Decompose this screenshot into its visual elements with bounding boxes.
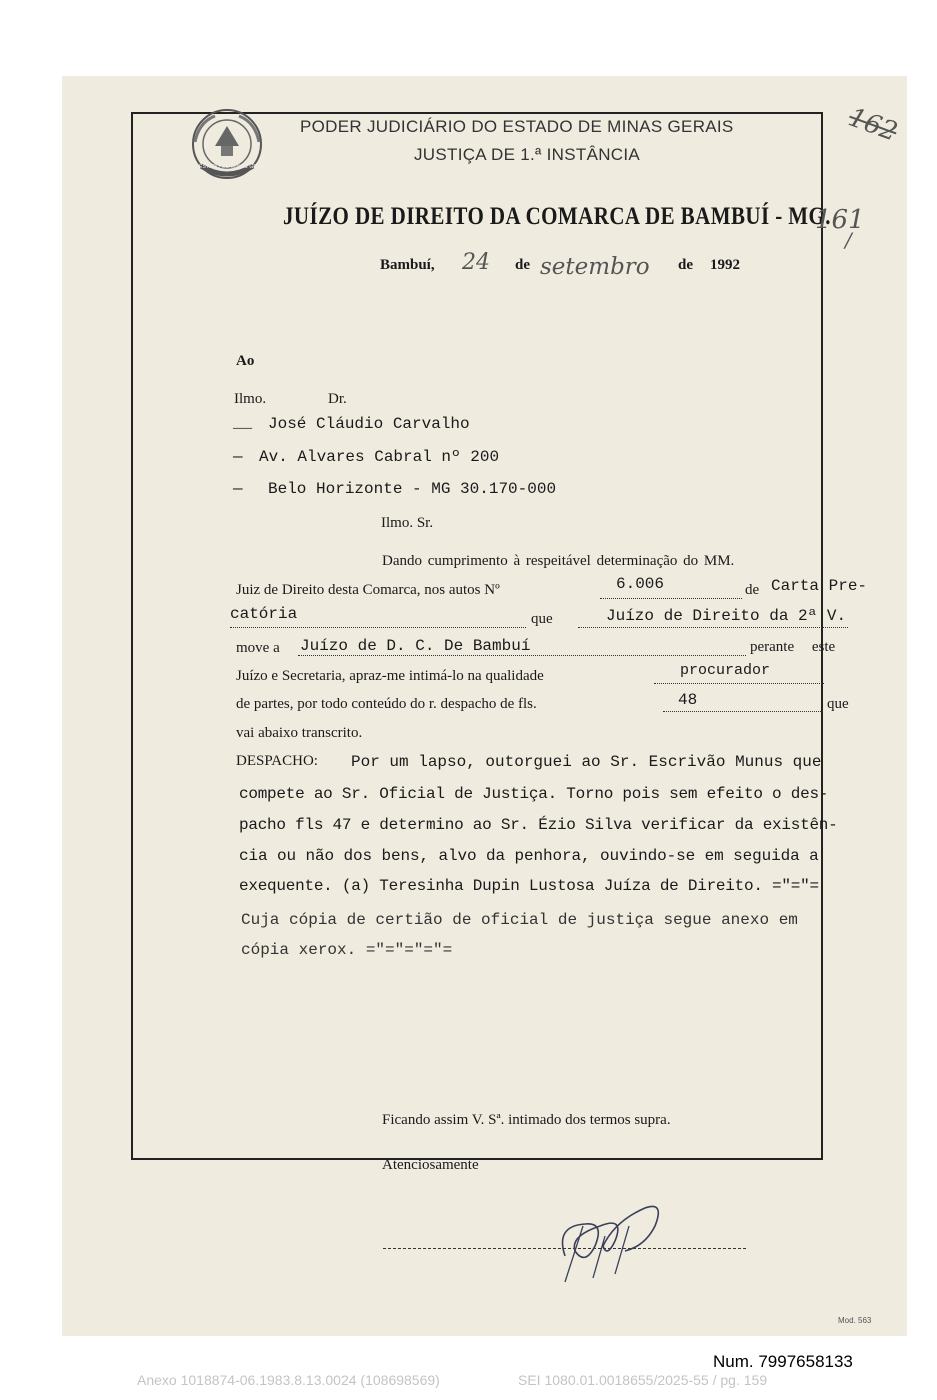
body-line-7: vai abaixo transcrito. (236, 725, 363, 741)
requerente-line (578, 627, 848, 628)
footer-sei: SEI 1080.01.0018655/2025-55 / pg. 159 (518, 1372, 768, 1388)
requerido: Juízo de D. C. De Bambuí (300, 637, 531, 655)
date-de-2: de (678, 257, 693, 273)
despacho-line-7: cópia xerox. ="="="="= (241, 941, 453, 959)
body-line-2-de: de (745, 582, 760, 598)
fls-line (663, 711, 823, 712)
body-que: que (531, 611, 553, 627)
recipient-dash-2: — (233, 448, 243, 466)
body-perante: perante este (750, 639, 836, 655)
form-code: Mod. 563 (838, 1316, 872, 1325)
despacho-line-6: Cuja cópia de certião de oficial de justiça segue anexo em (241, 911, 798, 929)
document-title: JUÍZO DE DIREITO DA COMARCA DE BAMBUÍ - MG. (283, 203, 831, 230)
margin-page-note: 162 (844, 102, 902, 148)
despacho-line-3: pacho fls 47 e determino ao Sr. Ézio Silva verificar da existên- (239, 816, 838, 834)
fls-number: 48 (678, 691, 698, 709)
despacho-line-1: Por um lapso, outorguei ao Sr. Escrivão Munus que (351, 753, 822, 771)
recipient-address: Av. Alvares Cabral nº 200 (259, 448, 500, 466)
process-type-2: catória (230, 605, 298, 623)
despacho-label: DESPACHO: (236, 753, 318, 769)
recipient-dr: Dr. (328, 391, 347, 407)
despacho-line-5: exequente. (a) Teresinha Dupin Lustosa Juíza de Direito. ="="= (239, 877, 819, 895)
recipient-ilmo: Ilmo. (234, 391, 267, 407)
recipient-city: Belo Horizonte - MG 30.170-000 (268, 480, 557, 498)
date-de-1: de (515, 257, 530, 273)
date-day: 24 (462, 250, 490, 275)
process-type-1: Carta Pre- (771, 577, 868, 595)
recipient-dash-1: __ (233, 414, 253, 432)
body-line-5: Juízo e Secretaria, apraz-me intimá-lo na qualidade (236, 668, 544, 684)
footer-anexo: Anexo 1018874-06.1983.8.13.0024 (108698569) (137, 1372, 440, 1388)
page-annotation: 161 (815, 205, 865, 235)
autos-number: 6.006 (616, 575, 665, 593)
header-instance: JUSTIÇA DE 1.ª INSTÂNCIA (414, 145, 641, 164)
recipient-ao: Ao (236, 353, 255, 369)
body-line-2: Juiz de Direito desta Comarca, nos autos Nº (236, 582, 500, 598)
closing-line-1: Ficando assim V. Sª. intimado dos termos supra. (382, 1112, 671, 1128)
header-court-name: PODER JUDICIÁRIO DO ESTADO DE MINAS GERAIS (300, 117, 734, 136)
despacho-line-4: cia ou não dos bens, alvo da penhora, ouvindo-se em seguida a (239, 847, 819, 865)
date-year: 1992 (710, 257, 740, 273)
body-line-6: de partes, por todo conteúdo do r. despacho de fls. (236, 696, 537, 712)
body-line-1: Dando cumprimento à respeitável determinação do MM. (382, 553, 735, 569)
seal-text: ESTADO DE MINAS GERAIS (199, 164, 270, 170)
qualidade-line (654, 683, 824, 684)
process-type-line (230, 627, 526, 628)
date-month: setembro (540, 254, 650, 280)
signature-image (545, 1196, 685, 1286)
despacho-line-2: compete ao Sr. Oficial de Justiça. Torno pois sem efeito o des- (239, 785, 829, 803)
body-line-6-que: que (827, 696, 849, 712)
recipient-name: José Cláudio Carvalho (268, 415, 470, 433)
date-city: Bambuí, (380, 257, 435, 273)
footer-num: Num. 7997658133 (713, 1352, 853, 1371)
requerente: Juízo de Direito da 2ª V. (606, 607, 847, 625)
page-annotation-mark: / (845, 228, 852, 252)
requerido-line (298, 655, 746, 656)
qualidade: procurador (680, 662, 771, 679)
autos-number-line (600, 598, 742, 599)
salutation: Ilmo. Sr. (381, 515, 434, 531)
body-move-a: move a (236, 640, 280, 656)
closing-line-2: Atenciosamente (382, 1157, 479, 1173)
recipient-dash-3: — (233, 480, 243, 498)
state-seal-icon (185, 102, 269, 186)
